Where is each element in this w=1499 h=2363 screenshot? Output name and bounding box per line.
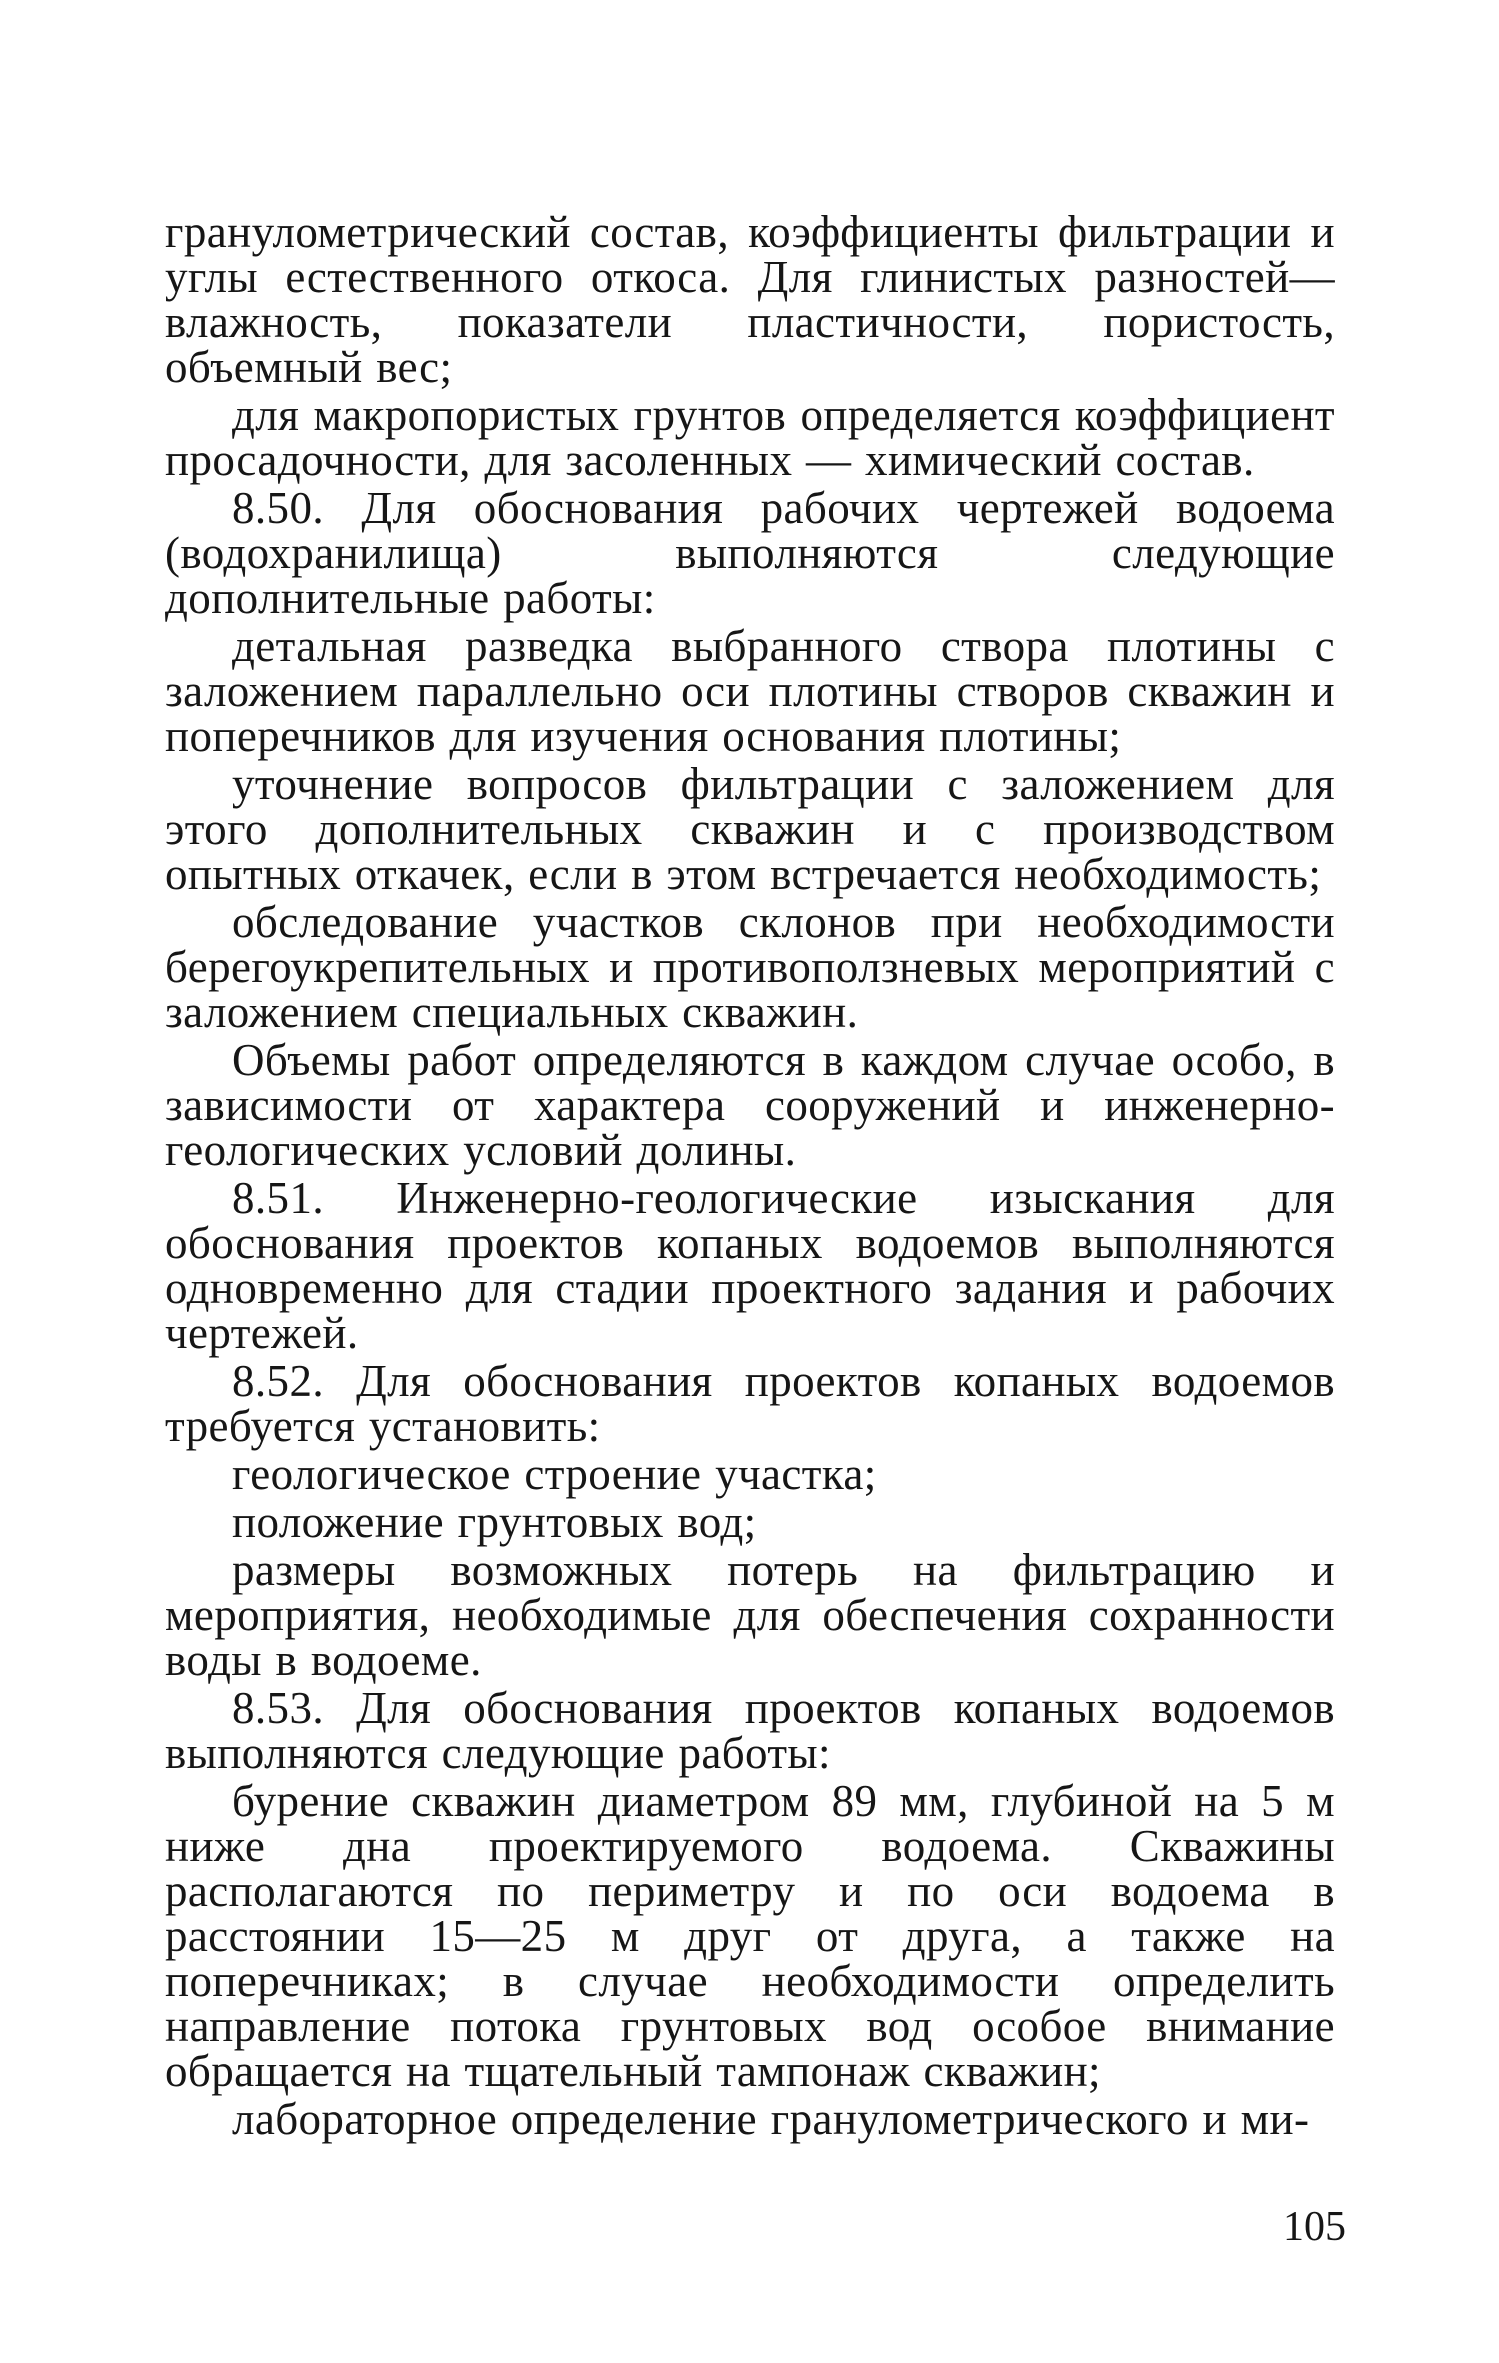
paragraph: Объемы работ определяются в каждом случае особо, в зависимости от характера сооружений и инженерно-геологических условий долины.: [165, 1035, 1335, 1175]
paragraph: 8.50. Для обоснования рабочих чертежей водоема (водохранилища) выполняются следующие дополнительные работы:: [165, 483, 1335, 623]
paragraph: 8.52. Для обоснования проектов копаных водоемов требуется установить:: [165, 1356, 1335, 1451]
paragraph: 8.51. Инженерно-геологические изыскания для обоснования проектов копаных водоемов выполняются одновременно для стадии проектного задания и рабочих чертежей.: [165, 1173, 1335, 1358]
page-text: [165, 207, 1335, 2144]
paragraph: обследование участков склонов при необходимости берегоукрепительных и противоползневых мероприятий с заложением специальных скважин.: [165, 897, 1335, 1037]
page-number: 105: [1283, 2204, 1346, 2250]
paragraph: положение грунтовых вод;: [232, 1497, 757, 1547]
paragraph: бурение скважин диаметром 89 мм, глубиной на 5 м ниже дна проектируемого водоема. Скважины располагаются по периметру и по оси водоема в расстоянии 15—25 м друг от друга, а также на поперечниках; в случае необходимости определить направление потока грунтовых вод особое внимание обращается на тщательный тампонаж скважин;: [165, 1776, 1335, 2096]
paragraph: геологическое строение участка;: [232, 1449, 877, 1499]
paragraph: размеры возможных потерь на фильтрацию и мероприятия, необходимые для обеспечения сохранности воды в водоеме.: [165, 1545, 1335, 1685]
paragraph: 8.53. Для обоснования проектов копаных водоемов выполняются следующие работы:: [165, 1683, 1335, 1778]
paragraph: уточнение вопросов фильтрации с заложением для этого дополнительных скважин и с производством опытных откачек, если в этом встречается необходимость;: [165, 759, 1335, 899]
paragraph: детальная разведка выбранного створа плотины с заложением параллельно оси плотины створов скважин и поперечников для изучения основания плотины;: [165, 621, 1335, 761]
paragraph: лабораторное определение гранулометрического и ми-: [232, 2094, 1310, 2144]
paragraph: гранулометрический состав, коэффициенты фильтрации и углы естественного откоса. Для глинистых разностей— влажность, показатели пластичности, пористость, объемный вес;: [165, 207, 1335, 392]
paragraph: для макропористых грунтов определяется коэффициент просадочности, для засоленных — химический состав.: [165, 390, 1335, 485]
